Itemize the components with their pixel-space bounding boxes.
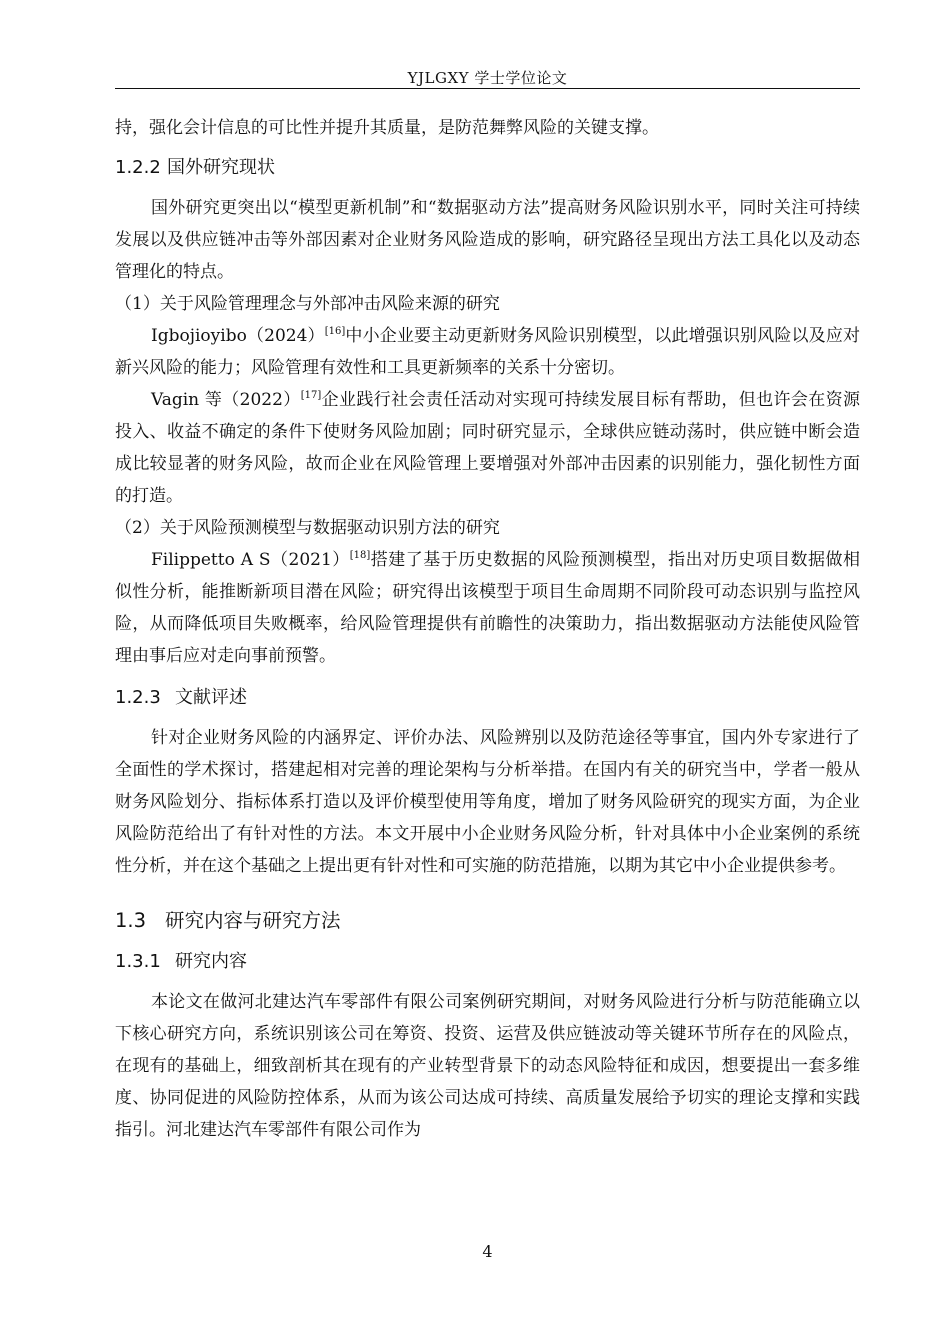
heading-number: 1.3.1: [115, 951, 161, 972]
heading-title: 文献评述: [175, 687, 247, 708]
header-rule: [115, 88, 860, 89]
paragraph-continued: 持，强化会计信息的可比性并提升其质量，是防范舞弊风险的关键支撑。: [115, 118, 659, 138]
paragraph-text: 搭建了基于历史数据的风险预测模型，指出对历史项目数据做相似性分析，能推断新项目潜在风险；研究得出该模型于项目生命周期不同阶段可动态识别与监控风险，从而降低项目失败概率，给风险管理提供有前瞻性的决策助力，指出数据驱动方法能使风险管理由事后应对走向事前预警。: [115, 550, 860, 666]
paragraph-filippetto: [115, 544, 860, 672]
reference-marker: [16]: [324, 326, 346, 337]
heading-number: 1.2.3: [115, 687, 161, 708]
paragraph-igbojioyibo: [115, 320, 860, 384]
heading-title: 国外研究现状: [167, 157, 275, 178]
heading-number: 1.3: [115, 909, 147, 932]
subheading-risk-management: （1）关于风险管理理念与外部冲击风险来源的研究: [115, 294, 500, 314]
subheading-prediction-models: （2）关于风险预测模型与数据驱动识别方法的研究: [115, 518, 500, 538]
reference-marker: [17]: [300, 390, 322, 401]
heading-1-2-3: [115, 682, 860, 714]
paragraph-research-content: 本论文在做河北建达汽车零部件有限公司案例研究期间，对财务风险进行分析与防范能确立以下核心研究方向，系统识别该公司在筹资、投资、运营及供应链波动等关键环节所存在的风险点，在现有的基础上，细致剖析其在现有的产业转型背景下的动态风险特征和成因，想要提出一套多维度、协同促进的风险防控体系，从而为该公司达成可持续、高质量发展给予切实的理论支撑和实践指引。河北建达汽车零部件有限公司作为: [115, 992, 860, 1140]
citation-author: Vagin 等（2022）: [151, 390, 301, 410]
paragraph-text: 中小企业要主动更新财务风险识别模型，以此增强识别风险以及应对新兴风险的能力；风险管理有效性和工具更新频率的关系十分密切。: [115, 326, 860, 378]
paragraph-vagin: [115, 384, 860, 512]
heading-1-3-1: [115, 946, 860, 978]
running-header: YJLGXY 学士学位论文: [407, 69, 568, 87]
heading-number: 1.2.2: [115, 157, 161, 178]
heading-1-2-2: [115, 152, 860, 184]
citation-author: Igbojioyibo（2024）: [151, 326, 325, 346]
paragraph-literature-review: 针对企业财务风险的内涵界定、评价办法、风险辨别以及防范途径等事宜，国内外专家进行了全面性的学术探讨，搭建起相对完善的理论架构与分析举措。在国内有关的研究当中，学者一般从财务风险划分、指标体系打造以及评价模型使用等角度，增加了财务风险研究的现实方面，为企业风险防范给出了有针对性的方法。本文开展中小企业财务风险分析，针对具体中小企业案例的系统性分析，并在这个基础之上提出更有针对性和可实施的防范措施，以期为其它中小企业提供参考。: [115, 728, 860, 876]
heading-title: 研究内容: [175, 951, 247, 972]
heading-title: 研究内容与研究方法: [165, 909, 341, 932]
citation-author: Filippetto A S（2021）: [151, 550, 350, 570]
paragraph-text: 企业践行社会责任活动对实现可持续发展目标有帮助，但也许会在资源投入、收益不确定的条件下使财务风险加剧；同时研究显示，全球供应链动荡时，供应链中断会造成比较显著的财务风险，故而企业在风险管理上要增强对外部冲击因素的识别能力，强化韧性方面的打造。: [115, 390, 860, 506]
reference-marker: [18]: [349, 550, 371, 561]
heading-1-3: [115, 904, 860, 938]
page-number: 4: [482, 1242, 493, 1261]
page-body: [115, 112, 860, 1146]
paragraph-foreign-research-intro: 国外研究更突出以“模型更新机制”和“数据驱动方法”提高财务风险识别水平，同时关注可持续发展以及供应链冲击等外部因素对企业财务风险造成的影响，研究路径呈现出方法工具化以及动态管理化的特点。: [115, 198, 860, 282]
